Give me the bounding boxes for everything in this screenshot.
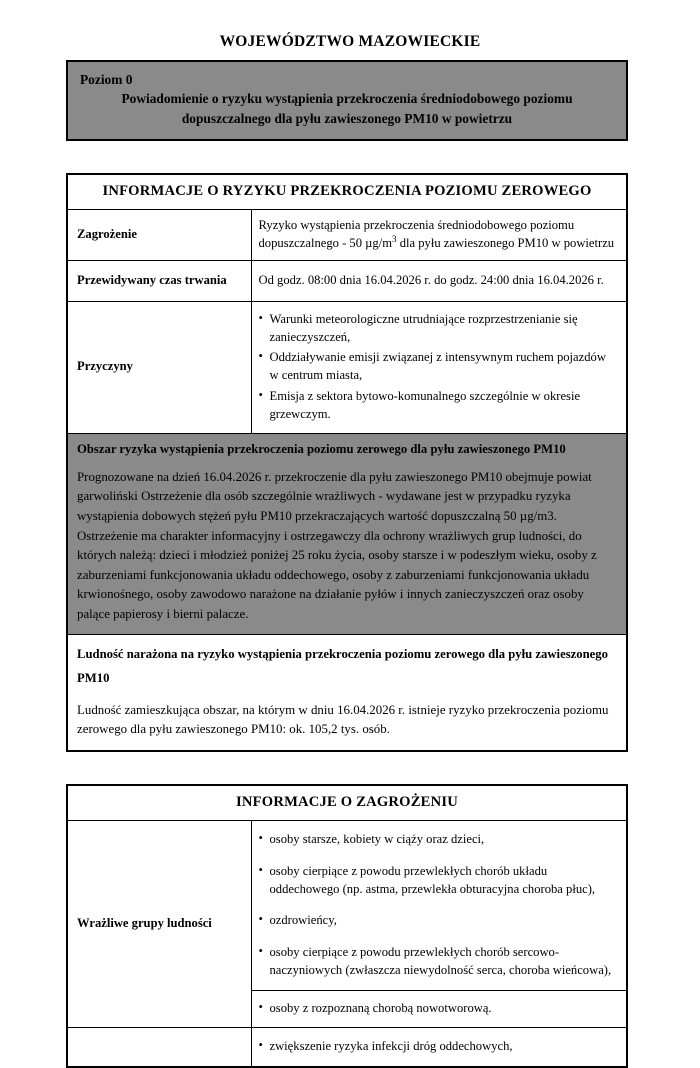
bullet-icon: • bbox=[258, 310, 263, 325]
table-row bbox=[67, 209, 627, 260]
hazard-section-heading: INFORMACJE O ZAGROŻENIU bbox=[67, 785, 627, 821]
effects-list bbox=[259, 1038, 619, 1056]
level-banner bbox=[66, 60, 628, 141]
list-item bbox=[259, 311, 619, 347]
risk-information-table bbox=[66, 173, 628, 752]
zagrozenie-text-suffix: dla pyłu zawieszonego PM10 w powietrzu bbox=[396, 235, 615, 250]
list-item bbox=[259, 1038, 619, 1056]
sensitive-groups-list bbox=[259, 831, 619, 980]
list-item-label: Oddziaływanie emisji związanej z intensywnym ruchem pojazdów w centrum miasta, bbox=[269, 350, 606, 383]
population-body: Ludność zamieszkująca obszar, na którym w dniu 16.04.2026 r. istnieje ryzyko przekroczenia poziomu zerowego dla pyłu zawieszonego PM10: ok. 105,2 tys. osób. bbox=[77, 703, 609, 737]
row-value-czas-trwania: Od godz. 08:00 dnia 16.04.2026 r. do godz. 24:00 dnia 16.04.2026 r. bbox=[251, 260, 627, 301]
list-item bbox=[259, 944, 619, 980]
hazard-information-table bbox=[66, 784, 628, 1068]
bullet-icon: • bbox=[258, 912, 263, 927]
list-item bbox=[259, 1000, 619, 1018]
causes-list bbox=[259, 311, 619, 424]
list-item-label: osoby cierpiące z powodu przewlekłych chorób sercowo-naczyniowych (zwłaszcza niewydolność serca, choroba wieńcowa), bbox=[269, 945, 612, 978]
spacer-after-banner bbox=[0, 141, 700, 173]
list-item bbox=[259, 863, 619, 899]
population-block bbox=[67, 634, 627, 751]
bullet-icon: • bbox=[258, 1037, 263, 1052]
bullet-icon: • bbox=[258, 1000, 263, 1015]
table-row-population bbox=[67, 634, 627, 751]
population-heading: Ludność narażona na ryzyko wystąpienia przekroczenia poziomu zerowego dla pyłu zawieszonego PM10 bbox=[77, 646, 608, 686]
list-item-label: osoby cierpiące z powodu przewlekłych chorób układu oddechowego (np. astma, przewlekła obturacyjna choroba płuc), bbox=[269, 863, 596, 896]
sensitive-groups-list-continued bbox=[259, 1000, 619, 1018]
table-row-risk-area bbox=[67, 433, 627, 634]
table-row bbox=[67, 301, 627, 433]
row-label-zagrozenie: Zagrożenie bbox=[67, 209, 251, 260]
row-value-wrazliwe-grupy bbox=[251, 820, 627, 990]
bullet-icon: • bbox=[258, 862, 263, 877]
zagrozenie-superscript: 3 bbox=[392, 233, 397, 244]
level-description: Powiadomienie o ryzyku wystąpienia przekroczenia średniodobowego poziomu dopuszczalnego dla pyłu zawieszonego PM10 w powietrzu bbox=[121, 91, 573, 126]
list-item bbox=[259, 912, 619, 930]
table-row bbox=[67, 820, 627, 990]
list-item bbox=[259, 831, 619, 849]
list-item-label: zwiększenie ryzyka infekcji dróg oddechowych, bbox=[269, 1038, 513, 1053]
list-item-label: osoby z rozpoznaną chorobą nowotworową. bbox=[269, 1001, 492, 1016]
row-value-skutki bbox=[251, 1027, 627, 1066]
list-item-label: ozdrowieńcy, bbox=[269, 913, 337, 928]
row-label-wrazliwe-grupy: Wrażliwe grupy ludności bbox=[67, 820, 251, 1027]
list-item-label: osoby starsze, kobiety w ciąży oraz dzieci, bbox=[269, 831, 485, 846]
bullet-icon: • bbox=[258, 388, 263, 403]
row-label-skutki bbox=[67, 1027, 251, 1066]
level-label: Poziom 0 bbox=[80, 72, 133, 87]
table-row bbox=[67, 1027, 627, 1066]
list-item bbox=[259, 388, 619, 424]
list-item-label: Warunki meteorologiczne utrudniające rozprzestrzenianie się zanieczyszczeń, bbox=[269, 311, 578, 344]
row-value-przyczyny bbox=[251, 301, 627, 433]
list-item bbox=[259, 349, 619, 385]
risk-area-body: Prognozowane na dzień 16.04.2026 r. przekroczenie dla pyłu zawieszonego PM10 obejmuje powiat garwoliński Ostrzeżenie dla osób szczególnie wrażliwych - wydawane jest w przypadku ryzyka wystąpienia dobowych stężeń pyłu PM10 przekraczających wartość dopuszczalną 50 µg/m3. Ostrzeżenie ma charakter informacyjny i ostrzegawczy dla ochrony wrażliwych grup ludności, do których należą: dzieci i młodzież poniżej 25 roku życia, osoby starsze i w podeszłym wieku, osoby z zaburzeniami funkcjonowania układu oddechowego, osoby z zaburzeniami funkcjonowania układu krwionośnego, osoby zawodowo narażone na działanie pyłów i innych zanieczyszczeń oraz osoby palące papierosy i bierni palacze. bbox=[77, 469, 597, 621]
risk-area-block bbox=[67, 433, 627, 634]
row-label-przyczyny: Przyczyny bbox=[67, 301, 251, 433]
bullet-icon: • bbox=[258, 349, 263, 364]
list-item-label: Emisja z sektora bytowo-komunalnego szczególnie w okresie grzewczym. bbox=[269, 389, 581, 422]
table-row bbox=[67, 260, 627, 301]
table-row-section-heading bbox=[67, 785, 627, 821]
row-value-nowotwor bbox=[251, 991, 627, 1028]
bullet-icon: • bbox=[258, 830, 263, 845]
zagrozenie-text-prefix: Ryzyko wystąpienia przekroczenia średniodobowego poziomu dopuszczalnego - 50 µg/m bbox=[258, 217, 575, 250]
risk-area-heading: Obszar ryzyka wystąpienia przekroczenia poziomu zerowego dla pyłu zawieszonego PM10 bbox=[77, 441, 566, 456]
bullet-icon: • bbox=[258, 944, 263, 959]
spacer-between-tables bbox=[0, 752, 700, 784]
row-label-czas-trwania: Przewidywany czas trwania bbox=[67, 260, 251, 301]
row-value-zagrozenie bbox=[251, 209, 627, 260]
table-row-section-heading bbox=[67, 174, 627, 210]
risk-section-heading: INFORMACJE O RYZYKU PRZEKROCZENIA POZIOMU ZEROWEGO bbox=[67, 174, 627, 210]
page-title: WOJEWÓDZTWO MAZOWIECKIE bbox=[219, 33, 481, 50]
